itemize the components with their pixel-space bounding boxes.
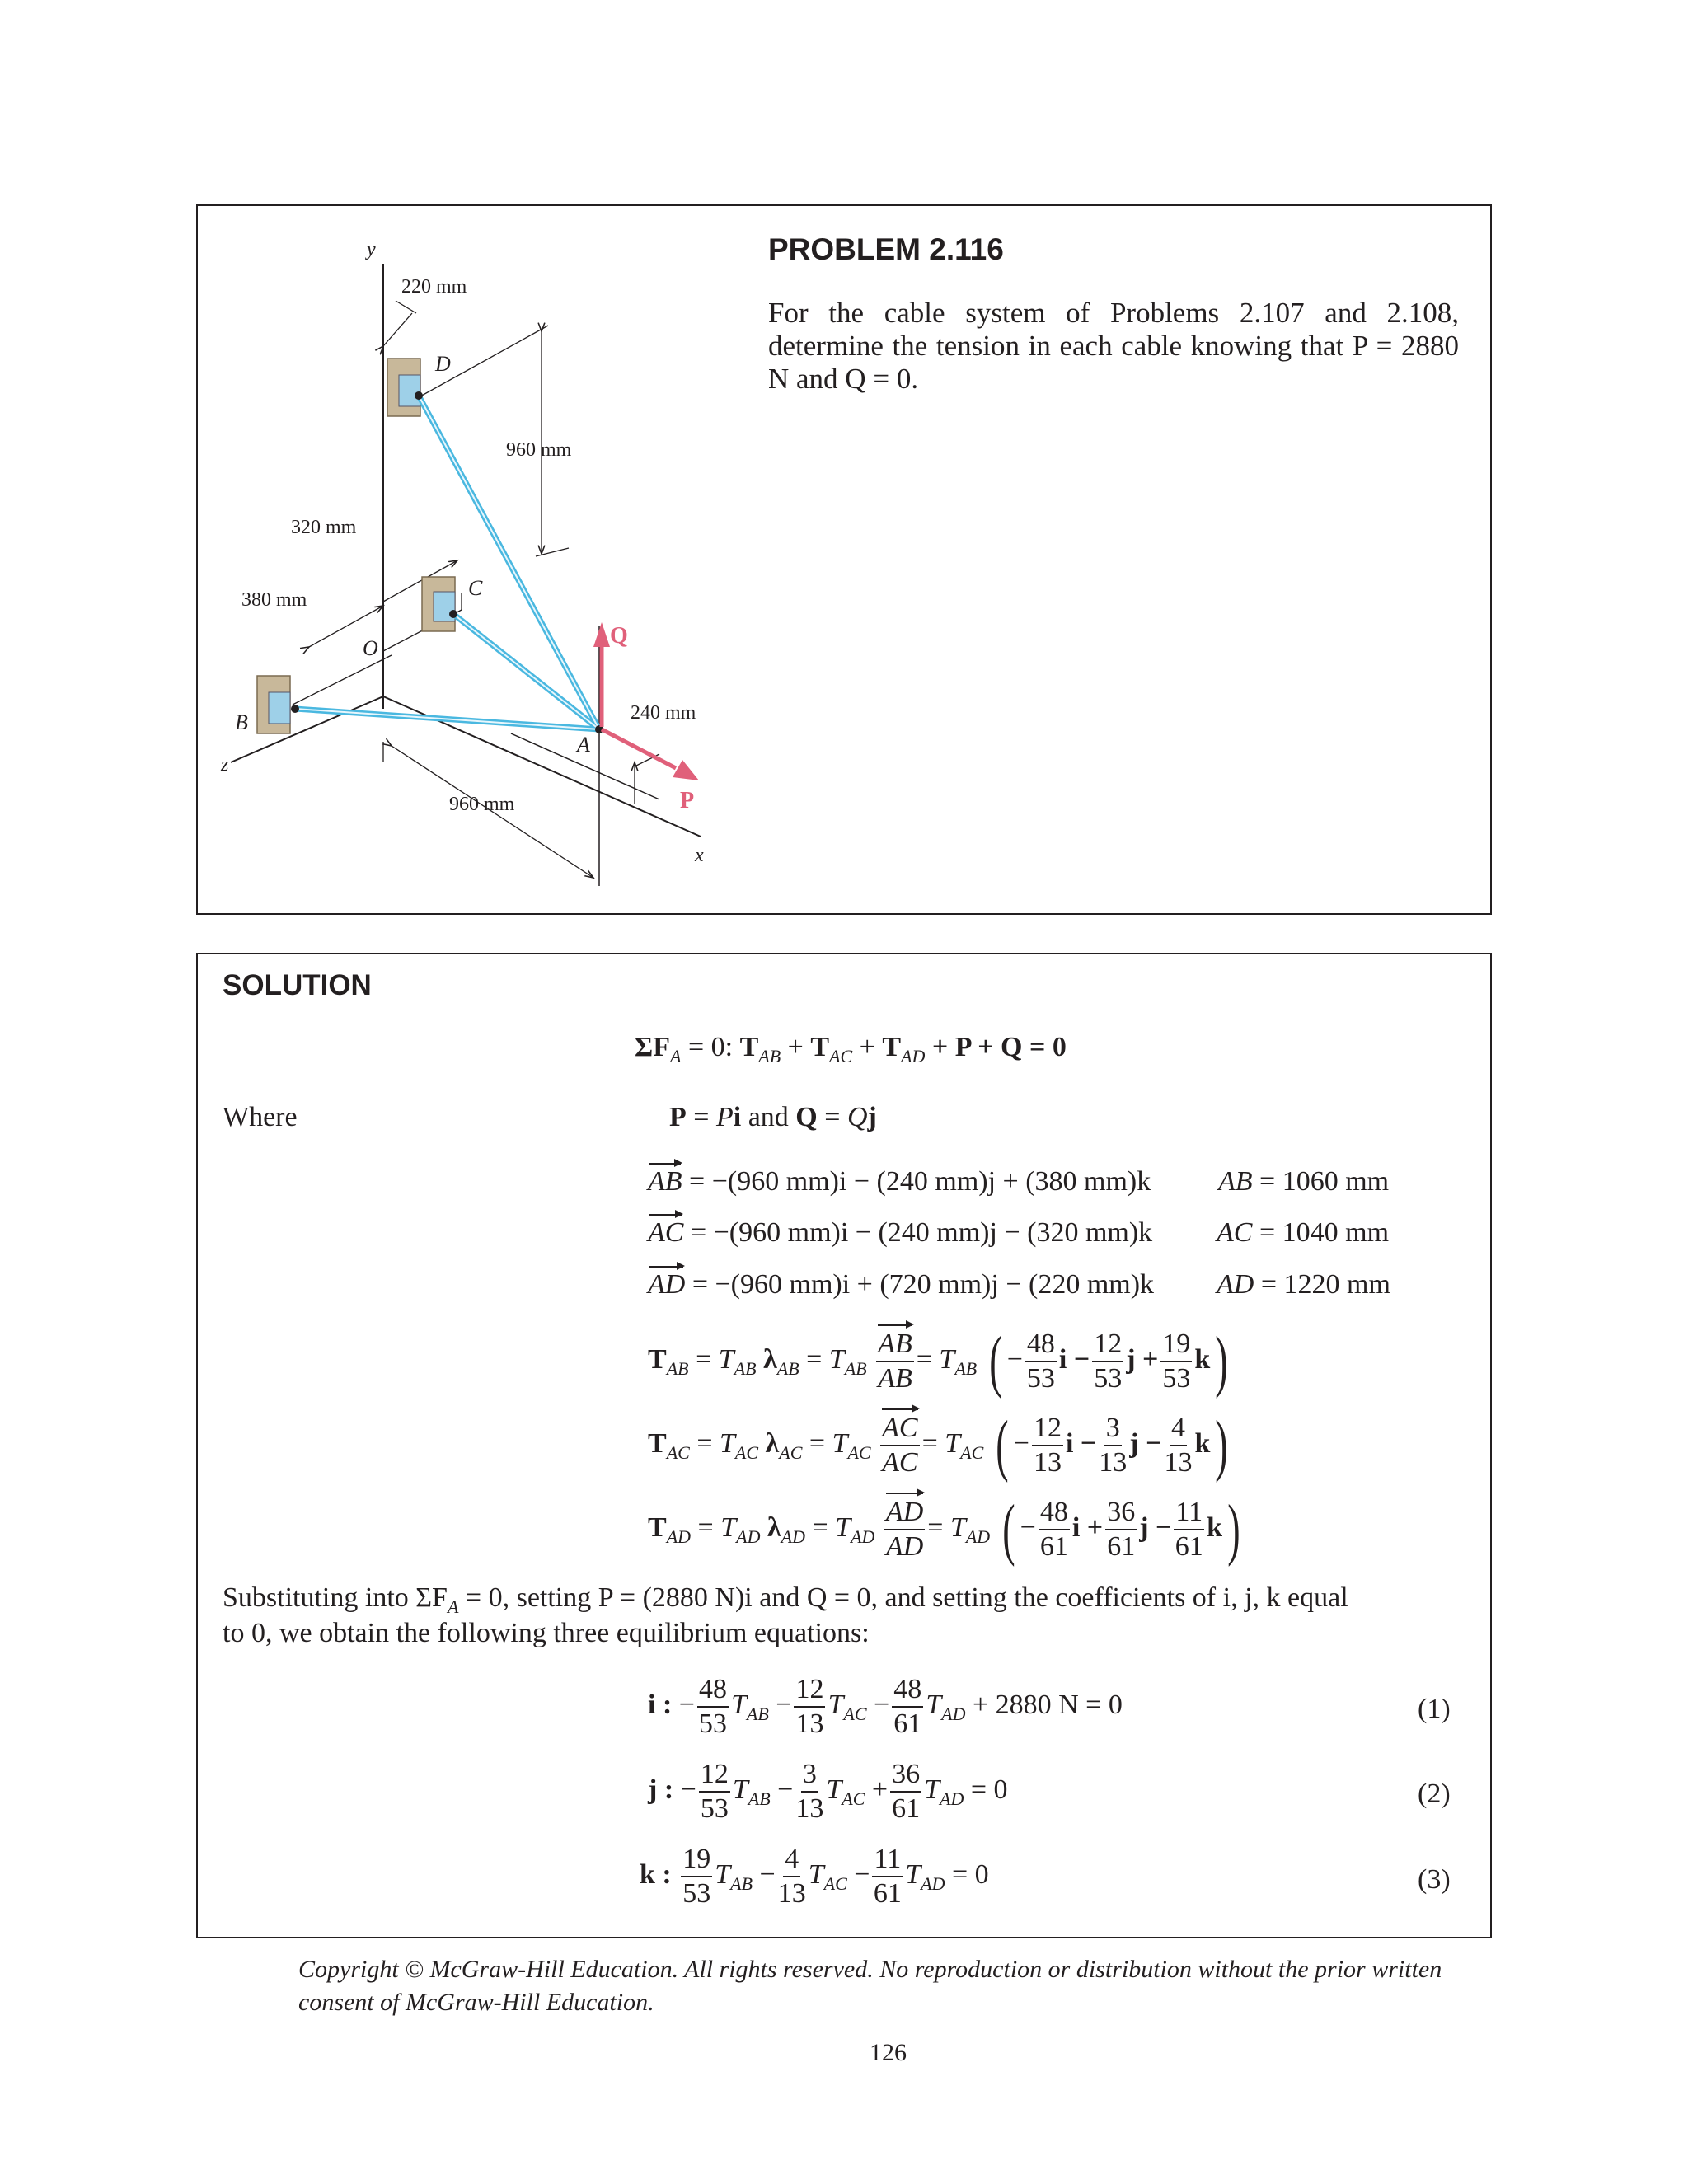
vector-ac: AC = −(960 mm)i − (240 mm)j − (320 mm)k	[648, 1217, 1153, 1248]
dim-220: 220 mm	[401, 276, 467, 298]
magnitude-ad: AD = 1220 mm	[1217, 1269, 1390, 1300]
tension-ac: $T_{AC} = T_{AC}$ $\lambda_{AC} = T_{AC}$ $\frac{AC}{AC}$ = $T_{AC}$ ( − $\frac{12}{13}$ i − $\frac{3}{13}$ j − $\frac{4}{13}$ k)	[648, 1407, 1229, 1483]
tension-ad: $T_{AD} = T_{AD}$ $\lambda_{AD} = T_{AD}$ $\frac{AD}{AD}$ = $T_{AD}$ ( − $\frac{48}{61}$ i + $\frac{36}{61}$ j − $\frac{11}{61}$ k)	[648, 1491, 1240, 1568]
solution-title: SOLUTION	[223, 969, 372, 1001]
page-number: 126	[870, 2039, 907, 2066]
label-a: A	[577, 733, 590, 757]
equation-k: k : $\frac{19}{53}$ $T_{AB}$ − $\frac{4}{13}$ $T_{AC}$ − $\frac{11}{61}$ $T_{AD} = 0$	[640, 1844, 989, 1909]
z-axis-line	[231, 696, 383, 762]
vector-ab: AB = −(960 mm)i − (240 mm)j + (380 mm)k	[648, 1166, 1151, 1197]
force-p	[602, 729, 676, 768]
dim-380: 380 mm	[241, 589, 307, 611]
label-o: O	[363, 636, 378, 660]
label-q: Q	[610, 623, 628, 649]
equation-number-3: (3)	[1418, 1864, 1451, 1895]
dim-240: 240 mm	[631, 702, 696, 724]
tension-ab: $T_{AB} = T_{AB}$ $\lambda_{AB} = T_{AB}$ $\frac{AB}{AB}$ = $T_{AB}$ ( − $\frac{48}{53}$ i − $\frac{12}{53}$ j + $\frac{19}{53}$ k)	[648, 1323, 1229, 1399]
equation-j: j : − $\frac{12}{53}$ $T_{AB}$ − $\frac{3}{13}$ $T_{AC}$ + $\frac{36}{61}$ $T_{AD} = 0$	[648, 1759, 1008, 1824]
cable-system-figure	[198, 206, 758, 890]
label-z: z	[221, 754, 229, 776]
bracket-b	[257, 676, 290, 733]
label-b: B	[235, 710, 248, 734]
bracket-d	[387, 359, 420, 416]
magnitude-ab: AB = 1060 mm	[1218, 1166, 1390, 1197]
dim-960-vertical: 960 mm	[506, 439, 572, 461]
vector-ad: AD = −(960 mm)i + (720 mm)j − (220 mm)k	[648, 1269, 1155, 1300]
equation-number-2: (2)	[1418, 1779, 1451, 1809]
where-label: Where	[223, 1102, 298, 1132]
problem-text: For the cable system of Problems 2.107 and 2.108, determine the tension in each cable knowing that P = 2880 N and Q = 0.	[768, 297, 1459, 395]
problem-title: PROBLEM 2.116	[768, 232, 1004, 266]
label-d: D	[435, 352, 451, 376]
bracket-c	[422, 577, 455, 631]
substituting-text: Substituting into $\Sigma F_A = 0$, setting P = (2880 N)i and Q = 0, and setting the coefficients of i, j, k equal to 0, we obtain the following three equilibrium equations:	[223, 1582, 1348, 1648]
label-y: y	[367, 239, 376, 260]
equilibrium-equation: $\Sigma F_A = 0$: $T_{AB} + T_{AC} + T_{AD} + P + Q = 0$	[635, 1032, 1067, 1066]
label-x: x	[695, 845, 704, 866]
label-c: C	[468, 576, 483, 600]
pq-definition: P = Pi and Q = Qj	[669, 1102, 877, 1132]
magnitude-ac: AC = 1040 mm	[1217, 1217, 1390, 1248]
equation-i: i : − $\frac{48}{53}$ $T_{AB}$ − $\frac{12}{13}$ $T_{AC}$ − $\frac{48}{61}$ $T_{AD} + 2880$ N = 0	[648, 1674, 1123, 1739]
equation-number-1: (1)	[1418, 1694, 1451, 1724]
dim-960-horizontal: 960 mm	[449, 794, 515, 815]
dim-320: 320 mm	[291, 517, 357, 538]
label-p: P	[680, 788, 695, 813]
copyright-notice: Copyright © McGraw-Hill Education. All rights reserved. No reproduction or distribution without the prior written consent of McGraw-Hill Education.	[298, 1956, 1442, 2016]
